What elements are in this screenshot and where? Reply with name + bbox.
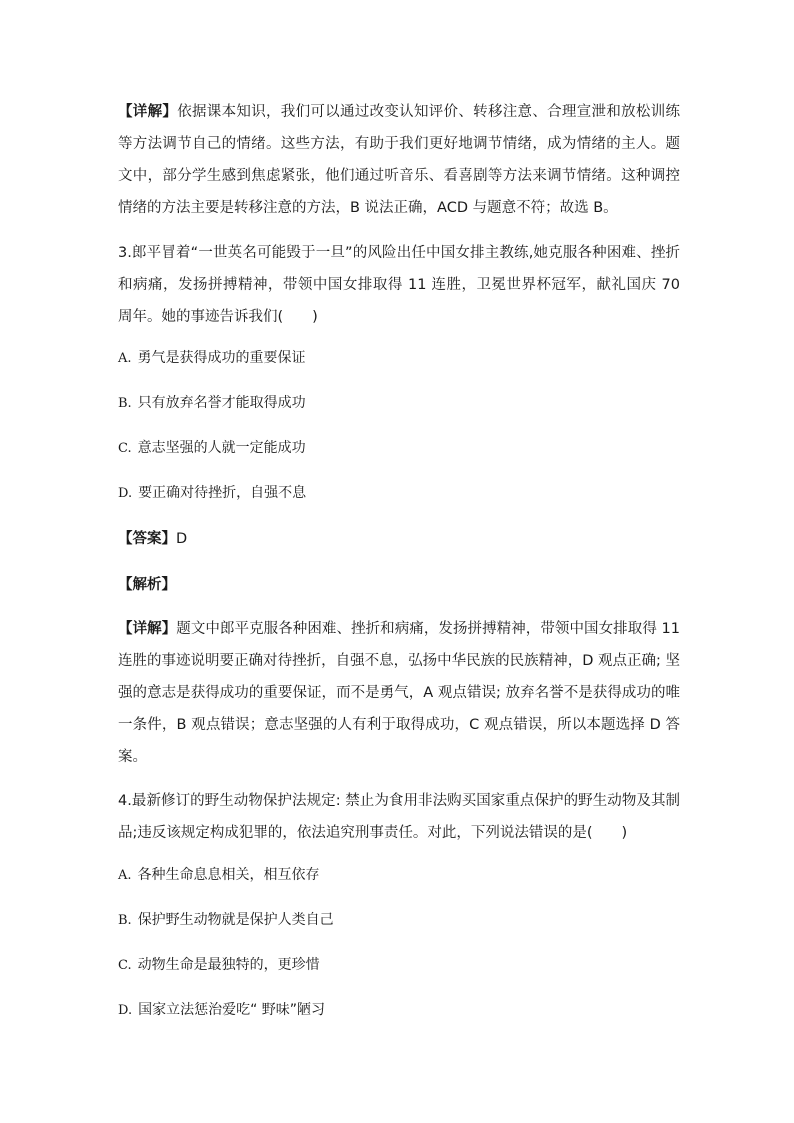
- detail-text: 题文中郎平克服各种困难、挫折和病痛，发扬拼搏精神，带领中国女排取得 11 连胜的事迹说明要正确对待挫折，自强不息，弘扬中华民族的民族精神，D 观点正确; 坚强的意志是获得成功的重要保证，而不是勇气，A 观点错误; 放弃名誉不是获得成功的唯一条件，B 观点错误；意志坚强的人有利于取得成功，C 观点错误，所以本题选择 D 答案。: [118, 621, 681, 765]
- question-3-detail: [118, 613, 680, 773]
- question-3-option-a: A. 勇气是获得成功的重要保证: [118, 350, 306, 366]
- question-3-option-d: D. 要正确对待挫折，自强不息: [118, 485, 307, 501]
- question-4-option-a: A. 各种生命息息相关，相互依存: [118, 867, 320, 883]
- detail-text: 依据课本知识，我们可以通过改变认知评价、转移注意、合理宣泄和放松训练等方法调节自己的情绪。这些方法，有助于我们更好地调节情绪，成为情绪的主人。题文中，部分学生感到焦虑紧张，他们通过听音乐、看喜剧等方法来调节情绪。这种调控情绪的方法主要是转移注意的方法，B 说法正确，ACD 与题意不符；故选 B。: [118, 104, 681, 216]
- detail-paragraph-1: [118, 96, 680, 224]
- question-4-option-b: B. 保护野生动物就是保护人类自己: [118, 912, 334, 928]
- question-3-option-b: B. 只有放弃名誉才能取得成功: [118, 395, 306, 411]
- question-3-stem: 3.郎平冒着“一世英名可能毁于一旦”的风险出任中国女排主教练,她克服各种困难、挫折和病痛，发扬拼搏精神，带领中国女排取得 11 连胜，卫冕世界杯冠军，献礼国庆 70 周年。她的事迹告诉我们( ): [118, 245, 680, 325]
- detail-label: 【详解】: [118, 621, 177, 637]
- question-4-option-d: D. 国家立法惩治爱吃“ 野味”陋习: [118, 1002, 326, 1018]
- question-4-stem: 4.最新修订的野生动物保护法规定: 禁止为食用非法购买国家重点保护的野生动物及其制品;违反该规定构成犯罪的，依法追究刑事责任。对此，下列说法错误的是( ): [118, 793, 680, 841]
- question-4-option-c: C. 动物生命是最独特的，更珍惜: [118, 957, 320, 973]
- question-3-answer: [118, 528, 680, 550]
- answer-label: 【答案】: [118, 531, 176, 547]
- question-3-option-c: C. 意志坚强的人就一定能成功: [118, 440, 306, 456]
- question-3-analysis-label: 【解析】: [118, 577, 176, 593]
- detail-label: 【详解】: [118, 104, 178, 120]
- answer-value: D: [176, 531, 188, 547]
- document-page: [118, 96, 680, 1021]
